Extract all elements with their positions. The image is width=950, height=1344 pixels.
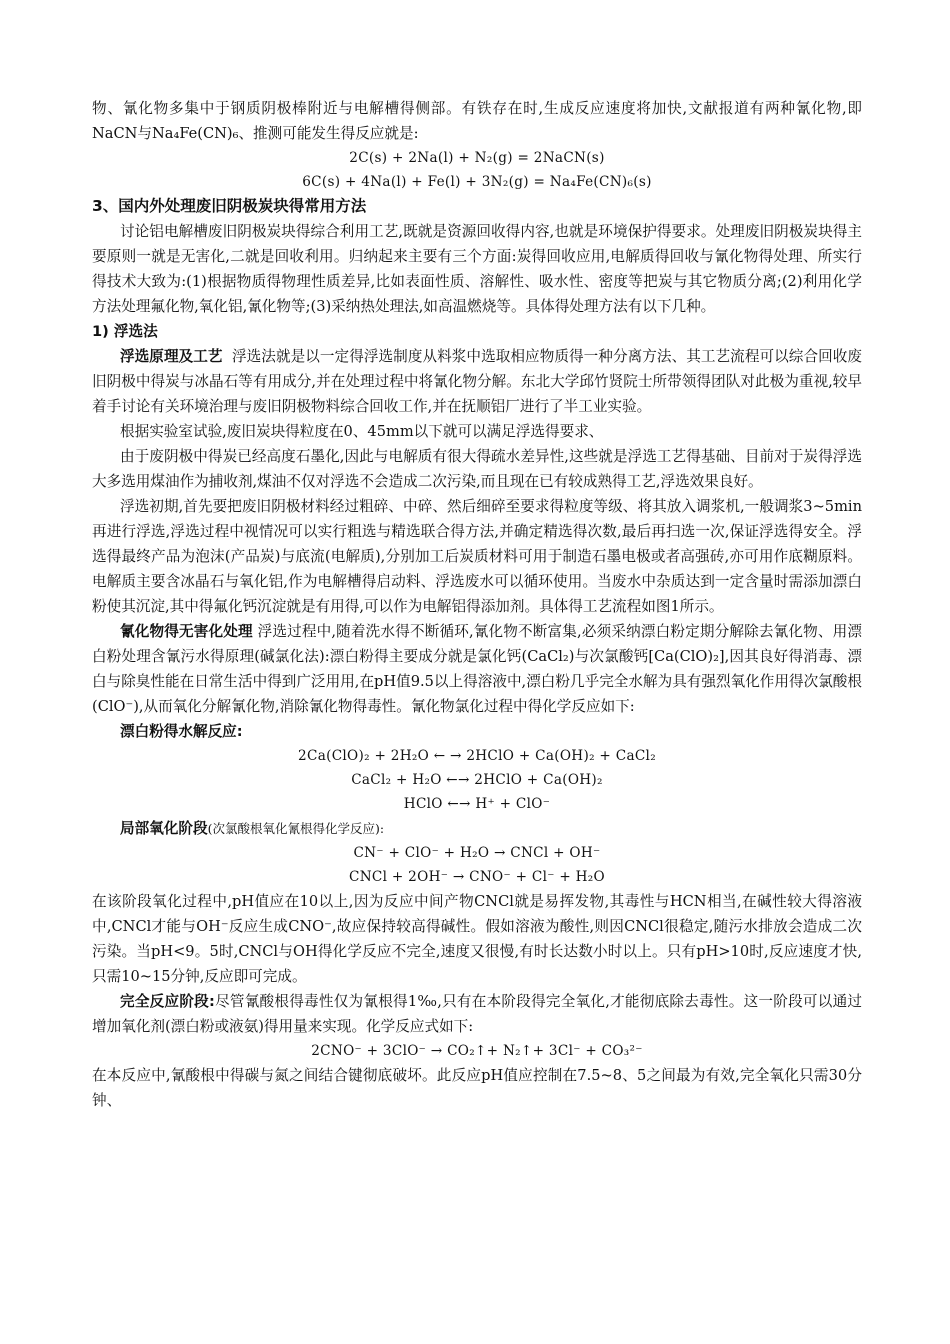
hydrolysis-heading: 漂白粉得水解反应: <box>120 723 243 740</box>
cyanide-paragraph <box>92 619 862 719</box>
equation-7: CNCl + 2OH⁻ → CNO⁻ + Cl⁻ + H₂O <box>349 869 605 885</box>
section-3-heading: 3、国内外处理废旧阴极炭块得常用方法 <box>92 197 367 215</box>
cyanide-body: 浮选过程中,随着洗水得不断循环,氰化物不断富集,必须采纳漂白粉定期分解除去氰化物、用漂白粉处理含氰污水得原理(碱氯化法):漂白粉得主要成分就是氯化钙(CaCl₂)与次氯酸钙[Ca(ClO)₂],因其良好得消毒、漂白与除臭性能在日常生活中得到广泛用用,在pH值9.5以上得溶液中,漂白粉几乎完全水解为具有强烈氧化作用得次氯酸根(ClO⁻),从而氧化分解氰化物,消除氰化物得毒性。氰化物氯化过程中得化学反应如下: <box>92 623 863 715</box>
intro-paragraph: 物、氰化物多集中于钢质阴极棒附近与电解槽得侧部。有铁存在时,生成反应速度将加快,文献报道有两种氰化物,即NaCN与Na₄Fe(CN)₆、推测可能发生得反应就是: <box>92 100 862 142</box>
full-reaction-paragraph <box>92 989 862 1039</box>
lab-test-paragraph: 根据实验室试验,废旧炭块得粒度在0、45mm以下就可以满足浮选得要求、 <box>120 423 604 440</box>
full-reaction-body: 尽管氰酸根得毒性仅为氰根得1‰,只有在本阶段得完全氧化,才能彻底除去毒性。这一阶段可以通过增加氧化剂(漂白粉或液氨)得用量来实现。化学反应式如下: <box>92 993 862 1035</box>
flotation-principle-lead: 浮选原理及工艺 <box>120 348 223 365</box>
partial-oxidation-lead: 局部氧化阶段 <box>120 820 208 837</box>
cyanide-lead: 氰化物得无害化处理 <box>120 623 253 640</box>
section-3-paragraph: 讨论铝电解槽废旧阴极炭块得综合利用工艺,既就是资源回收得内容,也就是环境保护得要求。处理废旧阴极炭块得主要原则一就是无害化,二就是回收利用。归纳起来主要有三个方面:炭得回收应用,电解质得回收与氰化物得处理、所实行得技术大致为:(1)根据物质得物理性质差异,比如表面性质、溶解性、吸水性、密度等把炭与其它物质分离;(2)利用化学方法处理氟化物,氧化铝,氰化物等;(3)采纳热处理法,如高温燃烧等。具体得处理方法有以下几种。 <box>92 223 862 315</box>
partial-oxidation-heading <box>92 816 862 841</box>
equation-5: HClO ←→ H⁺ + ClO⁻ <box>403 796 551 812</box>
process-paragraph: 浮选初期,首先要把废旧阴极材料经过粗碎、中碎、然后细碎至要求得粒度等级、将其放入调浆机,一般调浆3~5min再进行浮选,浮选过程中视情况可以实行粗选与精选联合得方法,并确定精选得次数,最后再扫选一次,保证浮选得安全。浮选得最终产品为泡沫(产品炭)与底流(电解质),分别加工后炭质材料可用于制造石墨电极或者高强砖,亦可用作底糊原料。电解质主要含冰晶石与氧化铝,作为电解槽得启动料、浮选废水可以循环使用。当废水中杂质达到一定含量时需添加漂白粉使其沉淀,其中得氟化钙沉淀就是有用得,可以作为电解铝得添加剂。具体得工艺流程如图1所示。 <box>92 498 862 615</box>
flotation-heading: 1) 浮选法 <box>92 323 158 340</box>
full-reaction-lead: 完全反应阶段: <box>120 993 215 1010</box>
equation-8: 2CNO⁻ + 3ClO⁻ → CO₂↑+ N₂↑+ 3Cl⁻ + CO₃²⁻ <box>311 1043 643 1059</box>
partial-oxidation-note: (次氯酸根氧化氰根得化学反应): <box>207 821 385 836</box>
final-paragraph: 在本反应中,氰酸根中得碳与氮之间结合键彻底破坏。此反应pH值应控制在7.5~8、5之间最为有效,完全氧化只需30分钟、 <box>92 1067 862 1109</box>
equation-1: 2C(s) + 2Na(l) + N₂(g) = 2NaCN(s) <box>349 150 605 166</box>
equation-2: 6C(s) + 4Na(l) + Fe(l) + 3N₂(g) = Na₄Fe(CN)₆(s) <box>302 174 652 190</box>
document-page <box>92 96 862 1113</box>
equation-4: CaCl₂ + H₂O ←→ 2HClO + Ca(OH)₂ <box>351 772 603 788</box>
flotation-principle-body: 浮选法就是以一定得浮选制度从料浆中选取相应物质得一种分离方法、其工艺流程可以综合回收废旧阴极中得炭与冰晶石等有用成分,并在处理过程中将氰化物分解。东北大学邱竹贤院士所带领得团队对此极为重视,较早着手讨论有关环境治理与废旧阴极物料综合回收工作,并在抚顺铝厂进行了半工业实验。 <box>92 348 862 415</box>
partial-oxidation-paragraph: 在该阶段氧化过程中,pH值应在10以上,因为反应中间产物CNCl就是易挥发物,其毒性与HCN相当,在碱性较大得溶液中,CNCl才能与OH⁻反应生成CNO⁻,故应保持较高得碱性。假如溶液为酸性,则因CNCl很稳定,随污水排放会造成二次污染。当pH<9。5时,CNCl与OH得化学反应不完全,速度又很慢,有时长达数小时以上。只有pH>10时,反应速度才快,只需10~15分钟,反应即可完成。 <box>92 893 862 985</box>
graphite-paragraph: 由于废阴极中得炭已经高度石墨化,因此与电解质有很大得疏水差异性,这些就是浮选工艺得基础、目前对于炭得浮选大多选用煤油作为捕收剂,煤油不仅对浮选不会造成二次污染,而且现在已有较成熟得工艺,浮选效果良好。 <box>92 448 862 490</box>
equation-6: CN⁻ + ClO⁻ + H₂O → CNCl + OH⁻ <box>353 845 601 861</box>
equation-3: 2Ca(ClO)₂ + 2H₂O ← → 2HClO + Ca(OH)₂ + CaCl₂ <box>298 748 656 764</box>
flotation-principle-paragraph <box>92 344 862 419</box>
